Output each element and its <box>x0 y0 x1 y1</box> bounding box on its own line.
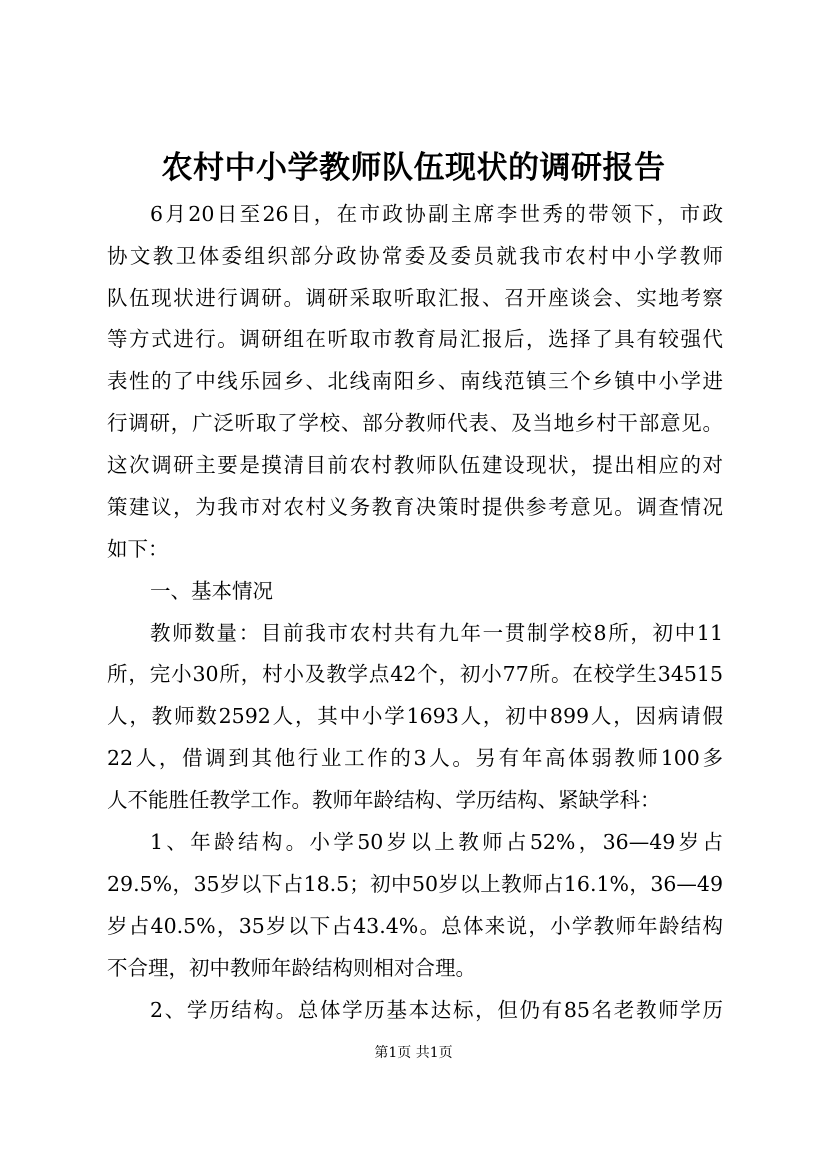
paragraph-line: 人，教师数2592人，其中小学1693人，初中899人，因病请假 <box>107 704 723 728</box>
paragraph-line: 策建议，为我市对农村义务教育决策时提供参考意见。调查情况 <box>107 495 723 519</box>
paragraph-line: 表性的了中线乐园乡、北线南阳乡、南线范镇三个乡镇中小学进 <box>107 369 723 393</box>
paragraph-line: 教师数量：目前我市农村共有九年一贯制学校8所，初中11 <box>150 621 723 645</box>
paragraph-line: 等方式进行。调研组在听取市教育局汇报后，选择了具有较强代 <box>107 327 723 351</box>
paragraph-line: 2、学历结构。总体学历基本达标，但仍有85名老教师学历 <box>150 998 723 1022</box>
section-heading: 一、基本情况 <box>150 579 273 603</box>
paragraph-line: 如下： <box>107 537 169 561</box>
paragraph-line: 1、年龄结构。小学50岁以上教师占52%，36—49岁占 <box>150 830 723 854</box>
paragraph-line: 队伍现状进行调研。调研采取听取汇报、召开座谈会、实地考察 <box>107 286 723 310</box>
paragraph-line: 所，完小30所，村小及教学点42个，初小77所。在校学生34515 <box>107 662 723 686</box>
paragraph-line: 6月20日至26日，在市政协副主席李世秀的带领下，市政 <box>150 202 723 226</box>
page-footer: 第1页 共1页 <box>374 1045 453 1061</box>
paragraph-line: 22人，借调到其他行业工作的3人。另有年高体弱教师100多 <box>107 746 723 770</box>
paragraph-line: 人不能胜任教学工作。教师年龄结构、学历结构、紧缺学科： <box>107 788 661 812</box>
paragraph-line: 不合理，初中教师年龄结构则相对合理。 <box>107 956 476 980</box>
document-title: 农村中小学教师队伍现状的调研报告 <box>161 150 666 186</box>
paragraph-line: 协文教卫体委组织部分政协常委及委员就我市农村中小学教师 <box>107 244 723 268</box>
paragraph-line: 岁占40.5%，35岁以下占43.4%。总体来说，小学教师年龄结构 <box>107 914 723 938</box>
paragraph-line: 行调研，广泛听取了学校、部分教师代表、及当地乡村干部意见。 <box>107 411 723 435</box>
paragraph-line: 29.5%，35岁以下占18.5；初中50岁以上教师占16.1%，36—49 <box>107 872 723 896</box>
paragraph-line: 这次调研主要是摸清目前农村教师队伍建设现状，提出相应的对 <box>107 453 723 477</box>
